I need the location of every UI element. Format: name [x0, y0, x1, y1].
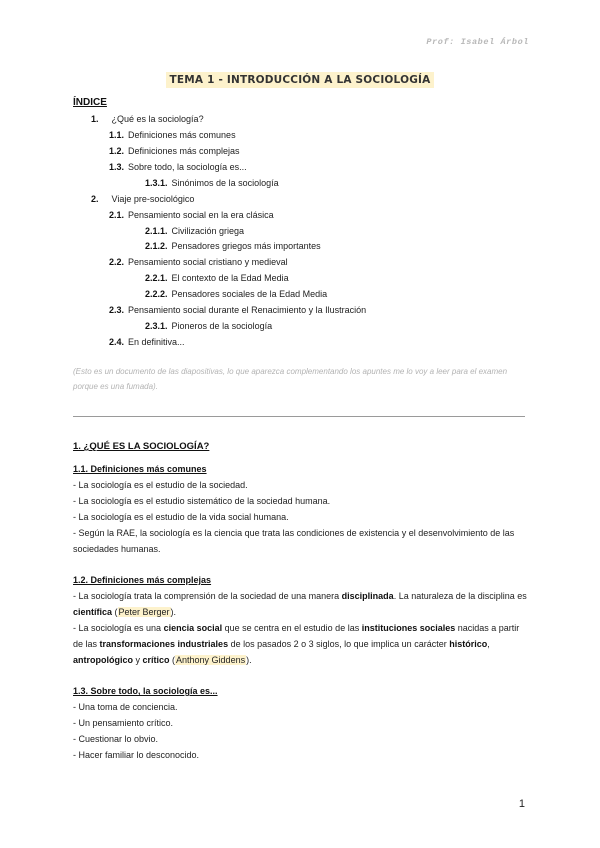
paragraph-line: - La sociología es el estudio de la vida social humana.: [73, 512, 289, 522]
toc-number: 1.3.1.: [145, 178, 168, 188]
text-run: nacidas a partir de las: [73, 623, 520, 649]
toc-text: Pensamiento social en la era clásica: [128, 210, 274, 220]
toc-number: 2.2.: [109, 257, 125, 267]
text-run: ).: [246, 655, 252, 665]
paragraph: [73, 588, 528, 620]
toc-text: Pioneros de la sociología: [171, 321, 273, 331]
toc-text: Civilización griega: [171, 226, 245, 236]
toc-number: 1.: [91, 114, 99, 124]
paragraph: [73, 620, 528, 668]
toc-item: [109, 304, 366, 316]
toc-item: [145, 225, 244, 237]
text-run: de los pasados 2 o 3 siglos, lo que implica un carácter: [228, 639, 450, 649]
text-run: - La sociología es una: [73, 623, 164, 633]
toc-number: 2.4.: [109, 337, 125, 347]
index-heading: ÍNDICE: [73, 97, 107, 108]
toc-number: 2.2.2.: [145, 289, 168, 299]
toc-text: El contexto de la Edad Media: [171, 273, 289, 283]
paragraph-line: - La sociología es el estudio de la sociedad.: [73, 480, 248, 490]
toc-text: Sobre todo, la sociología es...: [128, 162, 247, 172]
toc-text: Pensamiento social cristiano y medieval: [128, 257, 288, 267]
toc-item: [109, 336, 185, 348]
page-number: 1: [518, 798, 525, 810]
toc-text: ¿Qué es la sociología?: [111, 114, 204, 124]
bold-term: disciplinada: [341, 591, 394, 601]
toc-text: Pensadores sociales de la Edad Media: [171, 289, 328, 299]
toc-item: [109, 161, 247, 173]
toc-number: 1.2.: [109, 146, 125, 156]
text-run: (: [112, 607, 118, 617]
bold-term: ciencia social: [163, 623, 223, 633]
toc-number: 2.2.1.: [145, 273, 168, 283]
text-run: que se centra en el estudio de las: [222, 623, 362, 633]
toc-item: [91, 193, 194, 205]
paragraph-line: - Una toma de conciencia.: [73, 702, 178, 712]
toc-number: 1.1.: [109, 130, 125, 140]
text-run: ).: [170, 607, 177, 617]
bold-term: antropológico: [73, 655, 133, 665]
toc-text: Viaje pre-sociológico: [111, 194, 195, 204]
text-run: - La sociología trata la comprensión de la sociedad de una manera: [73, 591, 342, 601]
toc-item: [145, 288, 327, 300]
toc-number: 1.3.: [109, 162, 125, 172]
toc-item: [109, 209, 274, 221]
subsection-heading: 1.3. Sobre todo, la sociología es...: [73, 686, 218, 696]
toc-text: Pensamiento social durante el Renacimiento y la Ilustración: [128, 305, 367, 315]
toc-number: 2.1.2.: [145, 241, 168, 251]
paragraph-line: - La sociología es el estudio sistemático de la sociedad humana.: [73, 496, 331, 506]
toc-number: 2.3.1.: [145, 321, 168, 331]
toc-number: 2.3.: [109, 305, 125, 315]
bold-term: transformaciones industriales: [99, 639, 229, 649]
toc-text: Definiciones más comunes: [128, 130, 236, 140]
highlighted-author: Anthony Giddens: [176, 655, 246, 665]
document-title: [0, 74, 600, 86]
toc-item: [145, 240, 321, 252]
paragraph-line: - Cuestionar lo obvio.: [73, 734, 159, 744]
document-title-text: TEMA 1 - INTRODUCCIÓN A LA SOCIOLOGÍA: [166, 72, 435, 88]
toc-item: [145, 320, 272, 332]
toc-text: En definitiva...: [128, 337, 185, 347]
toc-item: [145, 272, 289, 284]
toc-text: Sinónimos de la sociología: [171, 178, 279, 188]
bold-term: científica: [73, 607, 113, 617]
horizontal-divider: [73, 416, 525, 417]
bold-term: histórico: [449, 639, 488, 649]
note-text: (Esto es un documento de las diapositivas, lo que aparezca complementando los apuntes me lo voy a leer para el examen porque es una fumada).: [73, 367, 508, 391]
text-run: . La naturaleza de la disciplina es: [393, 591, 527, 601]
toc-item: [109, 129, 236, 141]
toc-item: [91, 113, 204, 125]
bold-term: crítico: [142, 655, 170, 665]
toc-item: [109, 145, 240, 157]
text-run: ,: [487, 639, 490, 649]
highlighted-author: Peter Berger: [118, 607, 170, 617]
toc-text: Pensadores griegos más importantes: [171, 241, 321, 251]
subsection-heading: 1.1. Definiciones más comunes: [73, 464, 207, 474]
text-run: y: [133, 655, 143, 665]
toc-number: 2.1.: [109, 210, 125, 220]
subsection-heading: 1.2. Definiciones más complejas: [73, 575, 212, 585]
toc-number: 2.: [91, 194, 99, 204]
toc-text: Definiciones más complejas: [128, 146, 240, 156]
author-header: Prof: Isabel Árbol: [426, 37, 529, 47]
text-run: (: [169, 655, 176, 665]
paragraph: - Según la RAE, la sociología es la ciencia que trata las condiciones de existencia y el desenvolvimiento de las sociedades humanas.: [73, 528, 515, 554]
toc-number: 2.1.1.: [145, 226, 168, 236]
bold-term: instituciones sociales: [361, 623, 456, 633]
section-heading: 1. ¿QUÉ ES LA SOCIOLOGÍA?: [73, 441, 210, 452]
paragraph-line: - Un pensamiento crítico.: [73, 718, 174, 728]
toc-item: [109, 256, 288, 268]
paragraph-line: - Hacer familiar lo desconocido.: [73, 750, 200, 760]
toc-item: [145, 177, 279, 189]
